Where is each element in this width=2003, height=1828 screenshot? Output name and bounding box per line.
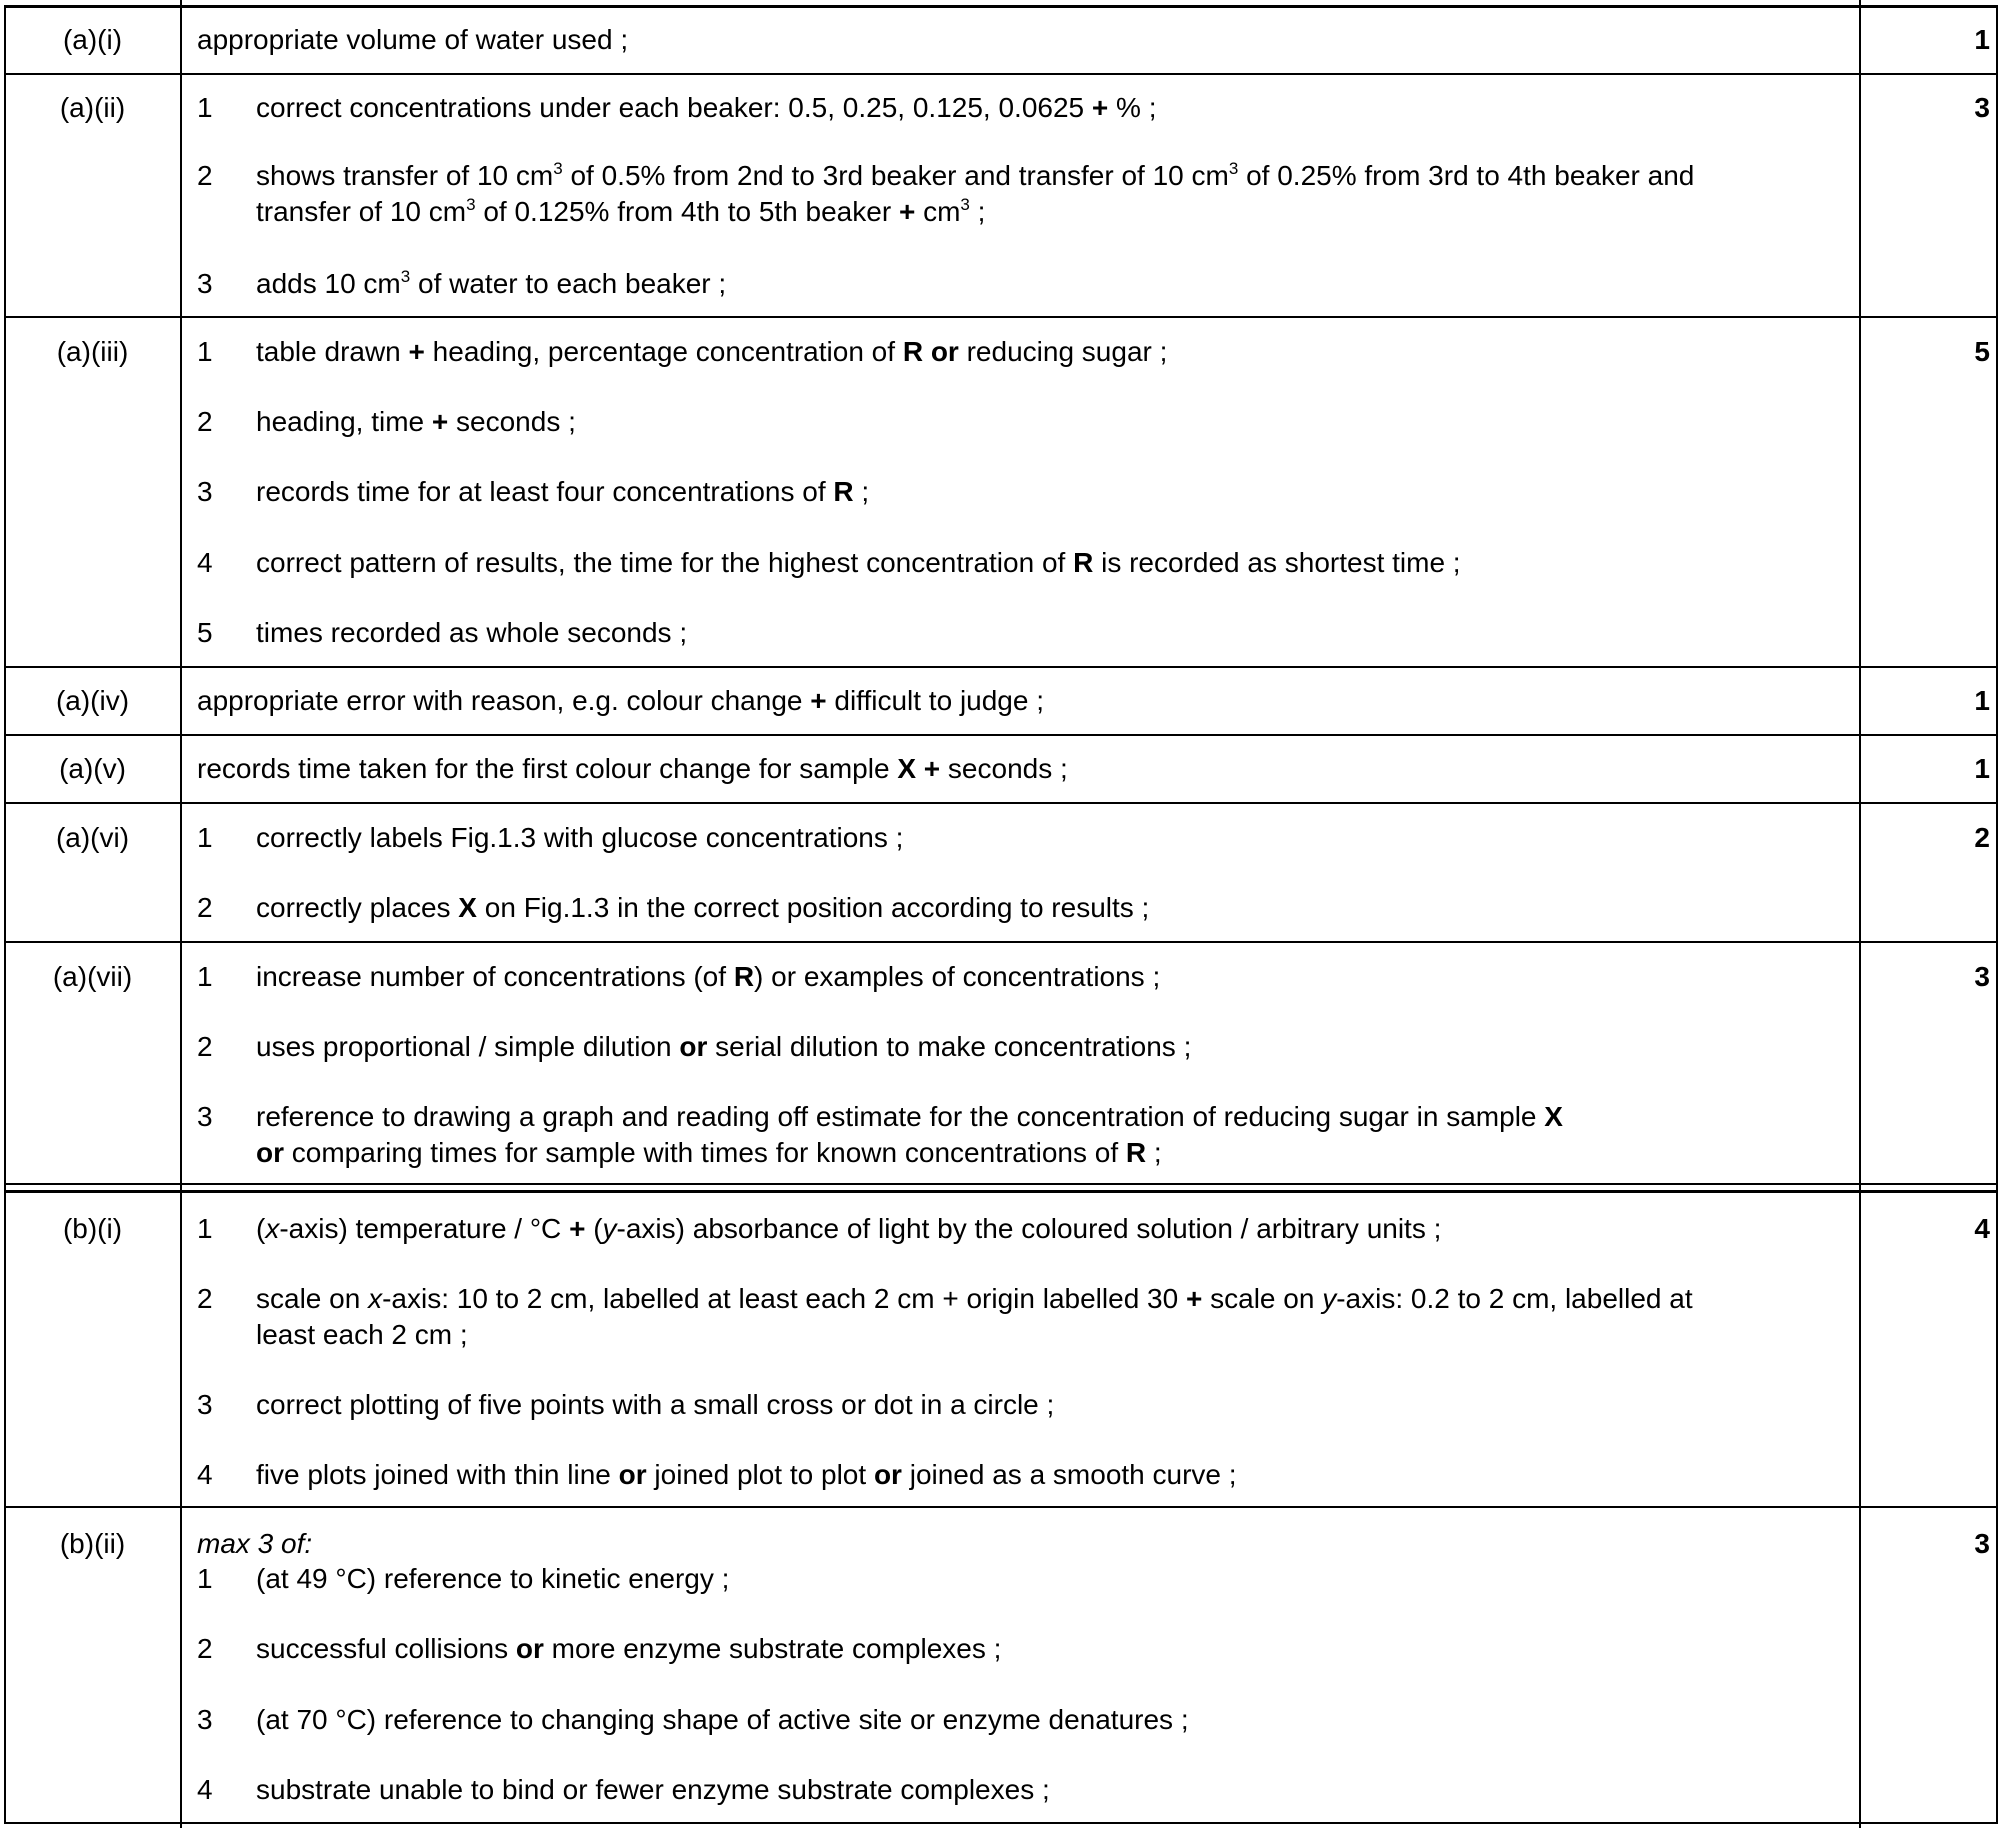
point-number: 4 — [197, 547, 213, 578]
marking-point: 2 correctly places X on Fig.1.3 in the correct position according to results ; — [197, 890, 1847, 926]
question-id: (a)(vii) — [52, 961, 133, 992]
marking-point: 1 table drawn + heading, percentage concentration of R or reducing sugar ; — [197, 334, 1847, 370]
marking-point: 4 five plots joined with thin line or joined plot to plot or joined as a smooth curve ; — [197, 1457, 1847, 1493]
point-number: 1 — [197, 1213, 213, 1244]
point-number: 5 — [197, 617, 213, 648]
row-border — [5, 734, 1998, 736]
row-border — [5, 316, 1998, 318]
point-number: 2 — [197, 1031, 213, 1062]
marks-value: 1 — [1974, 24, 1990, 55]
marks-value: 3 — [1974, 1528, 1990, 1559]
point-number: 1 — [197, 822, 213, 853]
point-number: 2 — [197, 160, 213, 191]
row-border — [5, 666, 1998, 668]
point-number: 3 — [197, 476, 213, 507]
marking-point: 3 (at 70 °C) reference to changing shape of active site or enzyme denatures ; — [197, 1702, 1847, 1738]
max-marks-heading: max 3 of: — [197, 1528, 313, 1559]
point-number: 2 — [197, 892, 213, 923]
question-id: (a)(i) — [62, 24, 123, 55]
marking-point: 3 correct plotting of five points with a small cross or dot in a circle ; — [197, 1387, 1847, 1423]
question-id: (a)(ii) — [59, 92, 126, 123]
row-border — [5, 1183, 1998, 1185]
point-number: 2 — [197, 1283, 213, 1314]
marking-point: appropriate volume of water used ; — [197, 24, 629, 55]
question-id: (a)(vi) — [55, 822, 130, 853]
point-number: 3 — [197, 1101, 213, 1132]
marking-point: 4 substrate unable to bind or fewer enzyme substrate complexes ; — [197, 1772, 1847, 1808]
marking-point: 1 (at 49 °C) reference to kinetic energy ; — [197, 1561, 1847, 1597]
table-right-border — [1996, 5, 1998, 1824]
point-number: 3 — [197, 1389, 213, 1420]
row-border — [5, 1506, 1998, 1508]
marks-value: 1 — [1974, 753, 1990, 784]
marks-value: 5 — [1974, 336, 1990, 367]
marking-point: 1 correct concentrations under each beaker: 0.5, 0.25, 0.125, 0.0625 + % ; — [197, 90, 1847, 126]
point-number: 1 — [197, 92, 213, 123]
point-number: 4 — [197, 1774, 213, 1805]
marking-point: 2 uses proportional / simple dilution or serial dilution to make concentrations ; — [197, 1029, 1847, 1065]
marks-value: 1 — [1974, 685, 1990, 716]
row-border — [5, 941, 1998, 943]
point-number: 2 — [197, 1633, 213, 1664]
column-border — [1859, 0, 1861, 1828]
point-number: 3 — [197, 1704, 213, 1735]
marking-point: 3 adds 10 $cm^3$ of water to each beaker ; — [197, 266, 1847, 302]
marking-point: 3 reference to drawing a graph and reading off estimate for the concentration of reducing sugar in sample X or comparing times for sample with times for known concentrations of R ; — [197, 1101, 1563, 1168]
marking-point: 2 heading, time + seconds ; — [197, 404, 1847, 440]
point-number: 1 — [197, 336, 213, 367]
marking-point: appropriate error with reason, e.g. colour change + difficult to judge ; — [197, 685, 1045, 716]
point-number: 2 — [197, 406, 213, 437]
marking-point: 5 times recorded as whole seconds ; — [197, 615, 1847, 651]
marking-point: 3 records time for at least four concentrations of R ; — [197, 474, 1847, 510]
marking-point: 1 correctly labels Fig.1.3 with glucose concentrations ; — [197, 820, 1847, 856]
question-id: (b)(ii) — [59, 1528, 126, 1559]
marking-point: 1 increase number of concentrations (of R) or examples of concentrations ; — [197, 959, 1847, 995]
marks-value: 3 — [1974, 961, 1990, 992]
point-number: 4 — [197, 1459, 213, 1490]
marking-point: 4 correct pattern of results, the time for the highest concentration of R is recorded as shortest time ; — [197, 545, 1847, 581]
point-number: 3 — [197, 268, 213, 299]
row-border — [5, 5, 1998, 8]
question-id: (a)(iv) — [55, 685, 130, 716]
marks-value: 2 — [1974, 822, 1990, 853]
row-border — [5, 73, 1998, 75]
point-number: 1 — [197, 961, 213, 992]
marking-point: 2 successful collisions or more enzyme substrate complexes ; — [197, 1631, 1847, 1667]
question-id: (b)(i) — [62, 1213, 123, 1244]
marking-point: records time taken for the first colour change for sample X + seconds ; — [197, 753, 1068, 784]
marking-point: 1 (x-axis) temperature / °C + (y-axis) absorbance of light by the coloured solution / arbitrary units ; — [197, 1211, 1847, 1247]
question-id: (a)(iii) — [56, 336, 129, 367]
marking-point: 2 shows transfer of 10 $cm^3$ of 0.5% from 2nd to 3rd beaker and transfer of 10 $cm^3$ of 0.25% from 3rd to 4th beaker and transfer of 10 $cm^3$ of 0.125% from 4th to 5th beaker + $cm^3$ ; — [197, 159, 1695, 227]
marks-value: 3 — [1974, 92, 1990, 123]
marking-point: 2 scale on x-axis: 10 to 2 cm, labelled at least each 2 cm + origin labelled 30 + scale on y-axis: 0.2 to 2 cm, labelled at least each 2 cm ; — [197, 1283, 1693, 1350]
section-break-border — [5, 1190, 1998, 1193]
row-border — [5, 1822, 1998, 1824]
point-number: 1 — [197, 1563, 213, 1594]
row-border — [5, 802, 1998, 804]
question-id: (a)(v) — [59, 753, 126, 784]
column-border — [180, 0, 182, 1828]
marks-value: 4 — [1974, 1213, 1990, 1244]
